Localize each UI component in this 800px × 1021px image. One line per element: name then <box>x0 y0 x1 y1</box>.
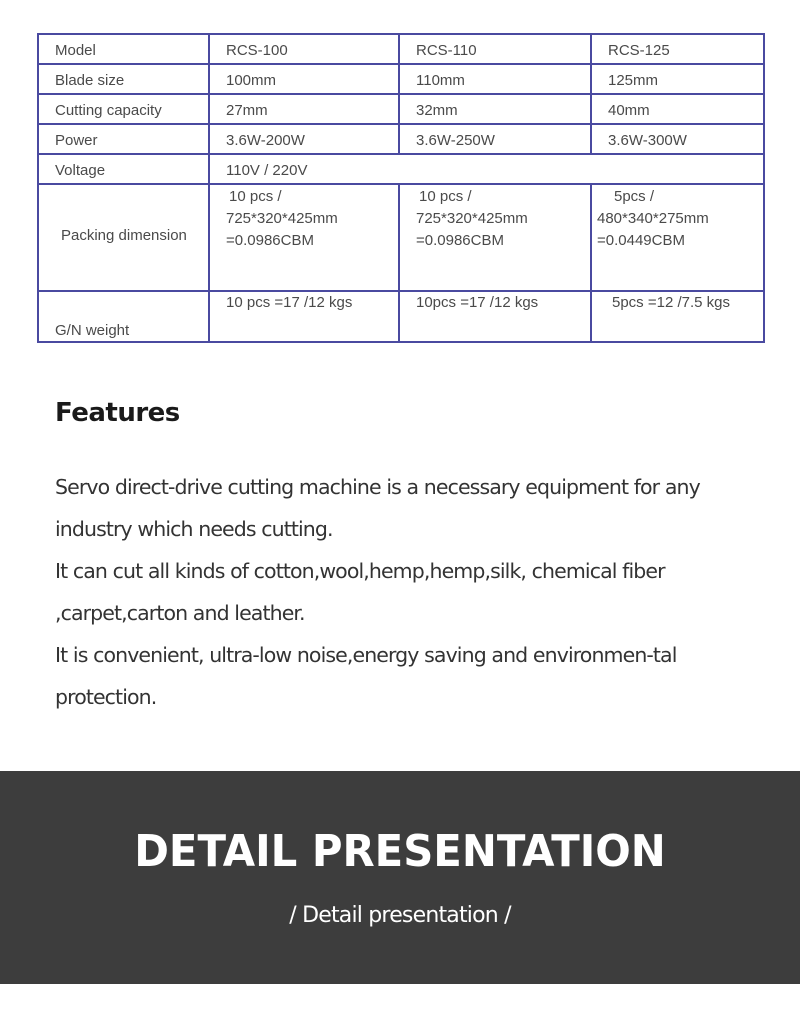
table-cell: 3.6W-250W <box>399 124 591 154</box>
table-cell: 10 pcs =17 /12 kgs <box>209 291 399 342</box>
table-cell: 100mm <box>209 64 399 94</box>
table-cell: 27mm <box>209 94 399 124</box>
packing-cbm: =0.0449CBM <box>597 232 685 249</box>
table-row-gn-weight <box>38 291 764 342</box>
banner-title: DETAIL PRESENTATION <box>134 826 666 877</box>
features-text <box>55 466 775 718</box>
packing-qty: 5pcs / <box>614 188 655 205</box>
table-cell: 40mm <box>591 94 764 124</box>
table-row-packing-dimension <box>38 184 764 291</box>
table-cell: RCS-100 <box>209 34 399 64</box>
row-label: Packing dimension <box>38 184 209 291</box>
features-title: Features <box>55 398 180 428</box>
row-label <box>38 291 209 342</box>
table-row-power <box>38 124 764 154</box>
row-label: Model <box>38 34 209 64</box>
table-cell: 32mm <box>399 94 591 124</box>
features-paragraph: It can cut all kinds of cotton,wool,hemp,hemp,silk, chemical fiber ,carpet,carton and leather. <box>55 559 665 625</box>
table-row-cutting-capacity <box>38 94 764 124</box>
packing-dims: 725*320*425mm <box>416 210 528 227</box>
packing-dims: 725*320*425mm <box>226 210 338 227</box>
row-label: Blade size <box>38 64 209 94</box>
packing-cbm: =0.0986CBM <box>226 232 314 249</box>
table-cell: RCS-125 <box>591 34 764 64</box>
table-cell: 3.6W-200W <box>209 124 399 154</box>
features-paragraph: Servo direct-drive cutting machine is a necessary equipment for any industry which needs cutting. <box>55 475 700 541</box>
table-row-model <box>38 34 764 64</box>
packing-qty: 10 pcs / <box>229 188 282 205</box>
spec-table <box>37 33 765 343</box>
table-cell: RCS-110 <box>399 34 591 64</box>
table-cell <box>591 184 764 291</box>
table-cell: 125mm <box>591 64 764 94</box>
table-row-blade-size <box>38 64 764 94</box>
packing-cbm: =0.0986CBM <box>416 232 504 249</box>
row-label: Power <box>38 124 209 154</box>
detail-presentation-banner <box>0 771 800 984</box>
packing-qty: 10 pcs / <box>419 188 472 205</box>
table-cell: 110V / 220V <box>209 154 764 184</box>
table-cell: 5pcs =12 /7.5 kgs <box>591 291 764 342</box>
banner-subtitle: / Detail presentation / <box>289 903 511 928</box>
packing-dims: 480*340*275mm <box>597 210 709 227</box>
table-cell <box>209 184 399 291</box>
row-label-text: G/N weight <box>55 322 130 339</box>
table-cell: 10pcs =17 /12 kgs <box>399 291 591 342</box>
row-label: Voltage <box>38 154 209 184</box>
table-row-voltage <box>38 154 764 184</box>
row-label: Cutting capacity <box>38 94 209 124</box>
table-cell: 3.6W-300W <box>591 124 764 154</box>
table-cell: 110mm <box>399 64 591 94</box>
features-paragraph: It is convenient, ultra-low noise,energy saving and environmen-tal protection. <box>55 643 677 709</box>
table-cell <box>399 184 591 291</box>
